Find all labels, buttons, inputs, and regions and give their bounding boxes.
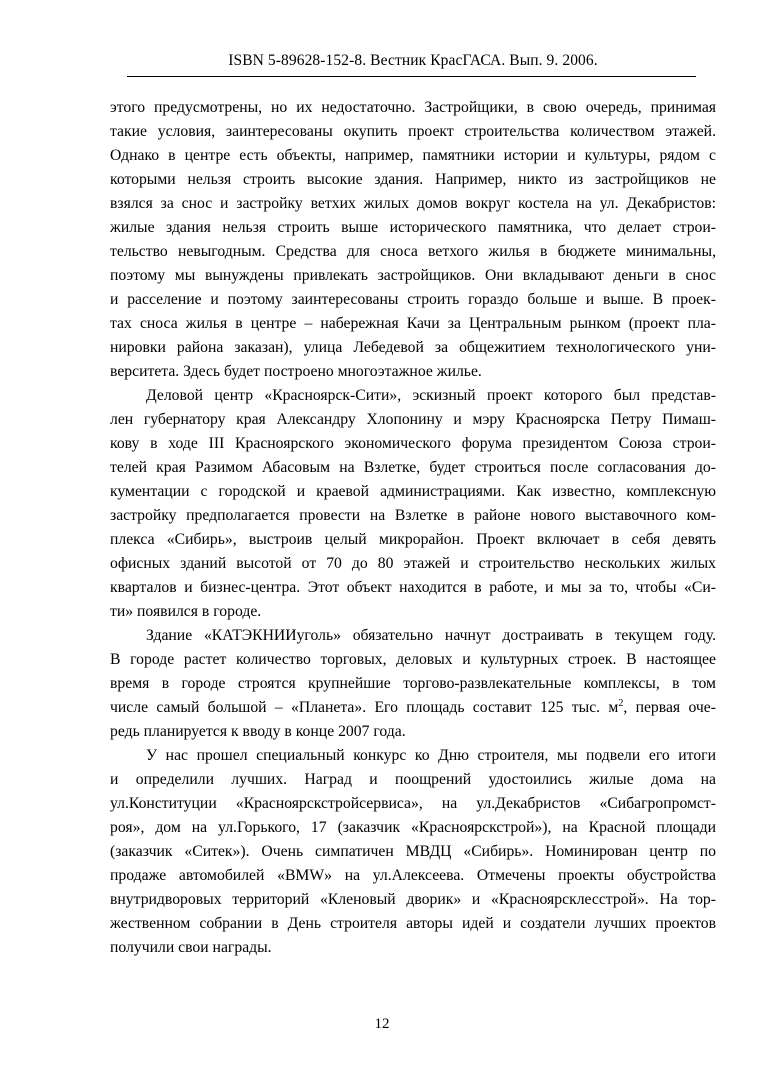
text-line: Здание «КАТЭКНИИуголь» обязательно начнут достраивать в текущем году. (146, 627, 716, 644)
text-line: кварталов и бизнес-центра. Этот объект находится в работе, и мы за то, чтобы «Си- (110, 579, 716, 596)
text-line: В городе растет количество торговых, деловых и культурных строек. В настоящее (110, 651, 716, 668)
text-line: застройку предполагается провести на Взлетке в районе нового выставочного ком- (110, 507, 716, 524)
text-fragment: числе самый большой – «Планета». Его площадь составит 125 тыс. м (110, 699, 619, 716)
superscript: 2 (618, 697, 624, 709)
text-line: такие условия, заинтересованы окупить проект строительства количеством этажей. (110, 123, 716, 140)
paragraph-3 (110, 624, 716, 744)
page-number: 12 (374, 1016, 390, 1032)
text-line: внутридворовых территорий «Кленовый дворик» и «Красноярсклесстрой». На тор- (110, 891, 716, 908)
text-line: тах сноса жилья в центре – набережная Качи за Центральным рынком (проект пла- (110, 315, 716, 332)
text-line: нировки района заказан), улица Лебедевой за общежитием технологического уни- (110, 339, 716, 356)
text-line: кументации с городской и краевой администрациями. Как известно, комплексную (110, 483, 716, 500)
text-line: ти» появился в городе. (110, 603, 262, 620)
text-line: тельство невыгодным. Средства для сноса ветхого жилья в бюджете минимальны, (110, 243, 716, 260)
text-line: и расселение и поэтому заинтересованы строить гораздо больше и выше. В проек- (110, 291, 716, 308)
paragraph-4 (110, 744, 716, 960)
header-rule (127, 76, 696, 77)
text-line: получили свои награды. (110, 939, 272, 956)
text-line: верситета. Здесь будет построено многоэтажное жилье. (110, 363, 482, 380)
text-line: лен губернатору края Александру Хлопонину и мэру Красноярска Петру Пимаш- (110, 411, 716, 428)
text-line: Деловой центр «Красноярск-Сити», эскизный проект которого был представ- (146, 387, 716, 404)
paragraph-2 (110, 384, 716, 624)
text-line: офисных зданий высотой от 70 до 80 этажей и строительство нескольких жилых (110, 555, 716, 572)
text-line: поэтому мы вынуждены привлекать застройщиков. Они вкладывают деньги в снос (110, 267, 716, 284)
text-line: продаже автомобилей «BMW» на ул.Алексеева. Отмечены проекты обустройства (110, 867, 716, 884)
text-line-with-superscript (110, 696, 716, 720)
text-line: плекса «Сибирь», выстроив целый микрорайон. Проект включает в себя девять (110, 531, 716, 548)
running-header: ISBN 5-89628-152-8. Вестник КрасГАСА. Вып. 9. 2006. (228, 52, 598, 69)
text-line: и определили лучших. Наград и поощрений удостоились жилые дома на (110, 771, 716, 788)
article-body (110, 96, 716, 960)
text-line: взялся за снос и застройку ветхих жилых домов вокруг костела на ул. Декабристов: (110, 195, 716, 212)
text-line: жественном собрании в День строителя авторы идей и создатели лучших проектов (110, 915, 716, 932)
text-line: ул.Конституции «Красноярскстройсервиса», на ул.Декабристов «Сибагропромст- (110, 795, 716, 812)
text-line: телей края Разимом Абасовым на Взлетке, будет строиться после согласования до- (110, 459, 716, 476)
text-line: (заказчик «Ситек»). Очень симпатичен МВДЦ «Сибирь». Номинирован центр по (110, 843, 716, 860)
text-line: кову в ходе III Красноярского экономического форума президентом Союза строи- (110, 435, 716, 452)
text-line: этого предусмотрены, но их недостаточно. Застройщики, в свою очередь, принимая (110, 99, 716, 116)
text-line: Однако в центре есть объекты, например, памятники истории и культуры, рядом с (110, 147, 716, 164)
text-line: У нас прошел специальный конкурс ко Дню строителя, мы подвели его итоги (146, 747, 716, 764)
text-line: время в городе строятся крупнейшие торгово-развлекательные комплексы, в том (110, 675, 716, 692)
text-line: редь планируется к вводу в конце 2007 года. (110, 723, 406, 740)
text-line: которыми нельзя строить высокие здания. Например, никто из застройщиков не (110, 171, 716, 188)
paragraph-1 (110, 96, 716, 384)
text-line: жилые здания нельзя строить выше исторического памятника, что делает строи- (110, 219, 716, 236)
text-line: роя», дом на ул.Горького, 17 (заказчик «Красноярскстрой»), на Красной площади (110, 819, 716, 836)
text-fragment: , первая оче- (623, 699, 716, 716)
